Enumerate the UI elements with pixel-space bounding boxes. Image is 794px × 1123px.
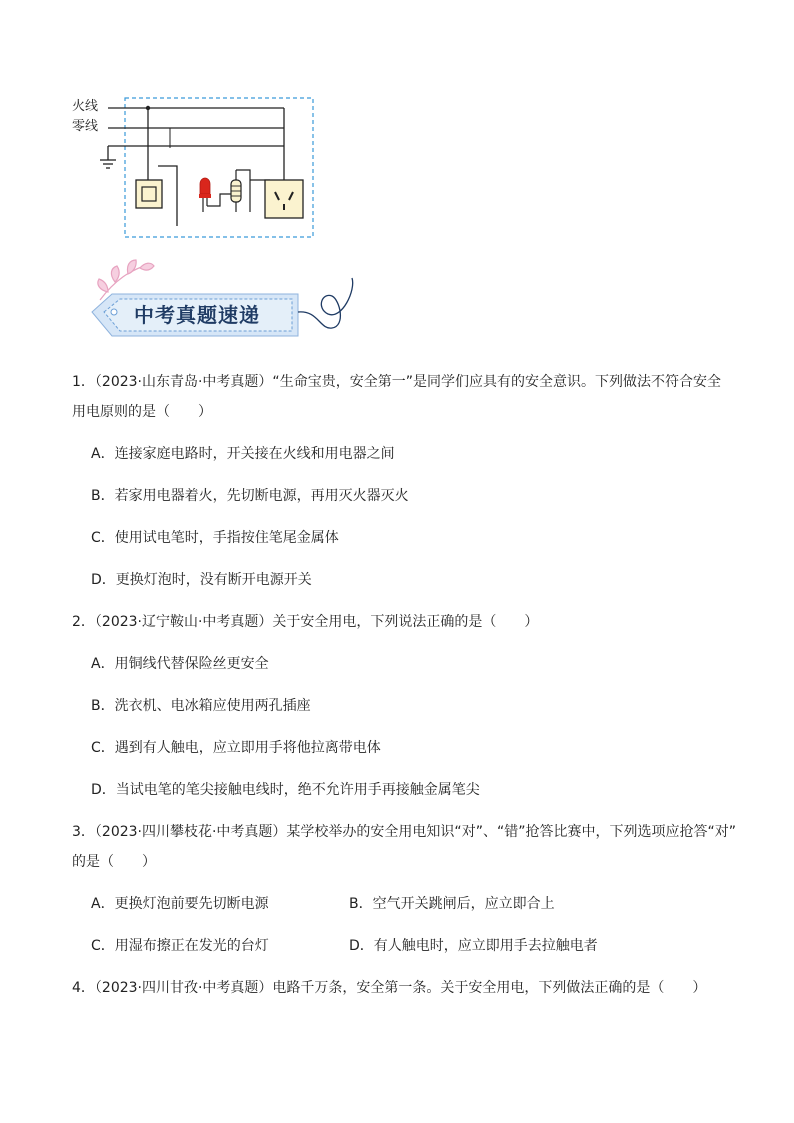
section-title: 中考真题速递 — [134, 303, 260, 327]
circuit-diagram — [60, 88, 330, 248]
q2-stem-line1: 2．（2023·辽宁鞍山·中考真题）关于安全用电，下列说法正确的是（ ） — [72, 614, 539, 630]
q4-stem-line1: 4．（2023·四川甘孜·中考真题）电路千万条，安全第一条。关于安全用电，下列做法正确的是（ ） — [72, 980, 707, 996]
squiggle-decoration — [298, 278, 353, 328]
q1-stem-line2: 用电原则的是（ ） — [72, 404, 212, 420]
circuit-schematic — [60, 88, 330, 248]
q1-option-d: D．更换灯泡时，没有断开电源开关 — [91, 572, 312, 588]
socket-box — [265, 180, 303, 218]
live-wire-label: 火线 — [72, 99, 99, 114]
q2-option-c: C．遇到有人触电，应立即用手将他拉离带电体 — [91, 740, 381, 756]
q3-option-d: D．有人触电时，应立即用手去拉触电者 — [349, 938, 598, 954]
q1-option-b: B．若家用电器着火，先切断电源，再用灭火器灭火 — [91, 488, 409, 504]
q3-option-b: B．空气开关跳闸后，应立即合上 — [349, 896, 555, 912]
q1-option-c: C．使用试电笔时，手指按住笔尾金属体 — [91, 530, 339, 546]
q3-stem-line1: 3．（2023·四川攀枝花·中考真题）某学校举办的安全用电知识“对”、“错”抢答比赛中，下列选项应抢答“对” — [72, 824, 736, 840]
q1-option-a: A．连接家庭电路时，开关接在火线和用电器之间 — [91, 446, 395, 462]
q2-option-b: B．洗衣机、电冰箱应使用两孔插座 — [91, 698, 311, 714]
q3-option-c: C．用湿布擦正在发光的台灯 — [91, 938, 269, 954]
red-lamp — [200, 178, 210, 194]
q3-stem-line2: 的是（ ） — [72, 854, 156, 870]
q2-option-d: D．当试电笔的笔尖接触电线时，绝不允许用手再接触金属笔尖 — [91, 782, 480, 798]
q1-stem-line1: 1．（2023·山东青岛·中考真题）“生命宝贵，安全第一”是同学们应具有的安全意识。下列做法不符合安全 — [72, 374, 721, 390]
q2-option-a: A．用铜线代替保险丝更安全 — [91, 656, 269, 672]
neutral-wire-label: 零线 — [72, 119, 99, 134]
q3-option-a: A．更换灯泡前要先切断电源 — [91, 896, 269, 912]
